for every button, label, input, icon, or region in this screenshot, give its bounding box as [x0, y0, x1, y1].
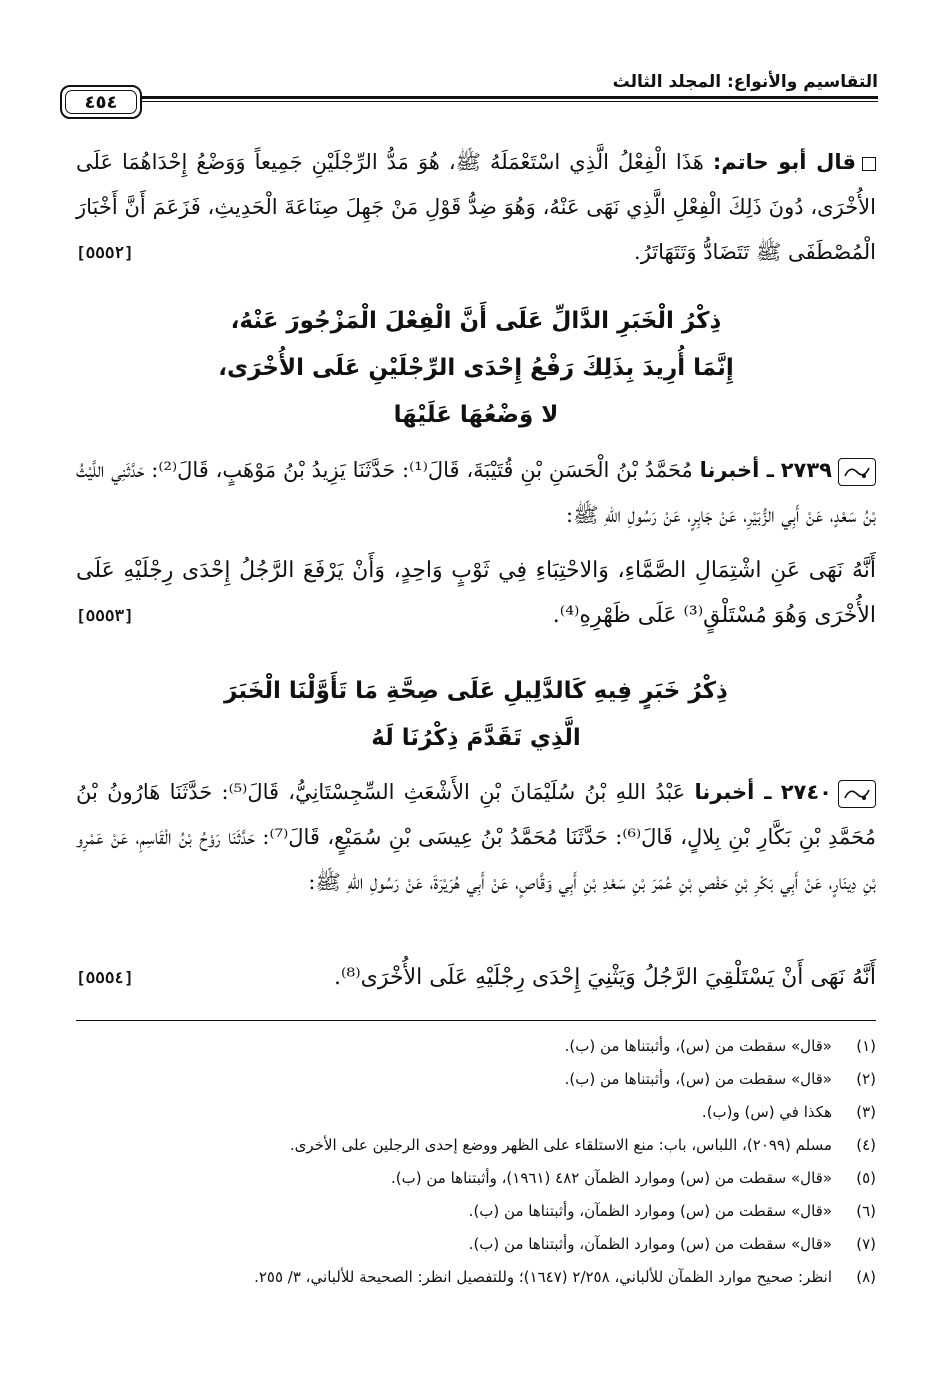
hadith-isnad: [76, 448, 876, 538]
speaker-label: قال أبو حاتم:: [712, 150, 856, 174]
footnote-number: (٢): [856, 1070, 876, 1088]
heading-line: ذِكْرُ خَبَرٍ فِيهِ كَالدَّلِيلِ عَلَى صِحَّةِ مَا تَأَوَّلْنَا الْخَبَرَ: [224, 678, 728, 704]
section-heading: [76, 298, 876, 439]
heading-line: لا وَضْعُهَا عَلَيْهَا: [393, 402, 559, 428]
footnote-text: انظر: صحيح موارد الظمآن للألباني، ٢/٢٥٨ (١٦٤٧)؛ وللتفصيل انظر: الصحيحة للألباني، ٣/ ٢٥٥.: [254, 1268, 832, 1286]
commentary-text: هَذَا الْفِعْلُ الَّذِي اسْتَعْمَلَهُ ﷺ، هُوَ مَدُّ الرِّجْلَيْنِ جَمِيعاً وَوَضْعُ إِحْدَاهُمَا عَلَى الأُخْرَى، دُونَ ذَلِكَ الْفِعْلِ الَّذِي نَهَى عَنْهُ، وَهُوَ ضِدُّ قَوْلِ مَنْ جَهِلَ صِنَاعَةَ الْحَدِيثِ، فَزَعَمَ أَنَّ أَخْبَارَ الْمُصْطَفَى ﷺ تَتَضَادُّ وَتَتَهَاتَرُ.: [76, 150, 876, 264]
footnote-number: (٤): [856, 1136, 876, 1154]
footnote: [76, 1129, 876, 1162]
footnote: [76, 1096, 876, 1129]
reference-number: [٥٥٥٢]: [76, 243, 134, 262]
hadith-matn: [76, 548, 876, 638]
isnad-text: مُحَمَّدُ بْنُ الْحَسَنِ بْنِ قُتَيْبَةَ، قَالَ⁽¹⁾: حَدَّثَنَا يَزِيدُ بْنُ مَوْهَبٍ، قَالَ⁽²⁾: حَدَّثَنِي اللَّيْثُ بْنُ سَعْدٍ، عَنْ أَبِي الزُّبَيْرِ، عَنْ جَابِرٍ، عَنْ رَسُولِ اللهِ ﷺ:: [76, 458, 876, 527]
footnote-number: (٣): [856, 1103, 876, 1121]
page-header: [60, 70, 878, 122]
running-title: التقاسيم والأنواع: المجلد الثالث: [612, 72, 878, 92]
footnote: [76, 1030, 876, 1063]
commentary-paragraph: [76, 140, 876, 275]
hadith-seal-icon: [838, 780, 876, 808]
reference-number: [٥٥٥٤]: [76, 968, 134, 987]
footnote-text: «قال» سقطت من (س)، وأثبتناها من (ب).: [564, 1037, 832, 1055]
footnote-number: (١): [856, 1037, 876, 1055]
footnote-number: (٧): [856, 1235, 876, 1253]
heading-line: الَّذِي تَقَدَّمَ ذِكْرُنَا لَهُ: [371, 725, 581, 751]
footnote: [76, 1063, 876, 1096]
header-rule-thin: [60, 101, 878, 102]
square-bullet-icon: [862, 157, 876, 171]
hadith-number: ٢٧٣٩: [780, 458, 832, 482]
section-heading: [76, 668, 876, 762]
matn-text: أَنَّهُ نَهَى عَنِ اشْتِمَالِ الصَّمَّاءِ، وَالاحْتِبَاءِ فِي ثَوْبٍ وَاحِدٍ، وَأَنْ يَرْفَعَ الرَّجُلُ إِحْدَى رِجْلَيْهِ عَلَى الأُخْرَى وَهُوَ مُسْتَلْقٍ⁽³⁾ عَلَى ظَهْرِهِ⁽⁴⁾.: [76, 558, 876, 628]
heading-line: ذِكْرُ الْخَبَرِ الدَّالِّ عَلَى أَنَّ الْفِعْلَ الْمَزْجُورَ عَنْهُ،: [230, 308, 722, 334]
footnote-text: «قال» سقطت من (س) وموارد الظمآن، وأثبتناها من (ب).: [468, 1202, 832, 1220]
reference-number: [٥٥٥٣]: [76, 606, 134, 625]
footnote-number: (٦): [856, 1202, 876, 1220]
footnotes: [76, 1030, 876, 1294]
isnad-text: عَبْدُ اللهِ بْنُ سُلَيْمَانَ بْنِ الأَشْعَثِ السِّجِسْتَانِيُّ، قَالَ⁽⁵⁾: حَدَّثَنَا هَارُونُ بْنُ مُحَمَّدِ بْنِ بَكَّارِ بْنِ بِلالٍ، قَالَ⁽⁶⁾: حَدَّثَنَا مُحَمَّدُ بْنُ عِيسَى بْنِ سُمَيْعٍ، قَالَ⁽⁷⁾: حَدَّثَنَا رَوْحُ بْنُ الْقَاسِمِ، عَنْ عَمْرِو بْنِ دِينَارٍ، عَنْ أَبِي بَكْرِ بْنِ حَفْصِ بْنِ عُمَرَ بْنِ سَعْدِ بْنِ أَبِي وَقَّاصٍ، عَنْ أَبِي هُرَيْرَةَ، عَنْ رَسُولِ اللهِ ﷺ:: [76, 780, 876, 894]
footnote: [76, 1228, 876, 1261]
footnote-number: (٥): [856, 1169, 876, 1187]
footnote-text: مسلم (٢٠٩٩)، اللباس، باب: منع الاستلقاء على الظهر ووضع إحدى الرجلين على الأخرى.: [289, 1136, 832, 1154]
akhbarana-label: ـ أخبرنا: [699, 458, 774, 482]
footnote: [76, 1261, 876, 1294]
hadith-number: ٢٧٤٠: [780, 780, 832, 804]
footnote-separator: [76, 1020, 876, 1021]
footnote-number: (٨): [856, 1268, 876, 1286]
footnote-text: «قال» سقطت من (س) وموارد الظمآن ٤٨٢ (١٩٦١)، وأثبتناها من (ب).: [391, 1169, 832, 1187]
akhbarana-label: ـ أخبرنا: [694, 780, 772, 804]
footnote: [76, 1162, 876, 1195]
matn-text: أَنَّهُ نَهَى أَنْ يَسْتَلْقِيَ الرَّجُلُ وَيَثْنِيَ إِحْدَى رِجْلَيْهِ عَلَى الأُخْرَى⁽⁸⁾.: [334, 965, 876, 990]
hadith-isnad: [76, 770, 876, 905]
footnote: [76, 1195, 876, 1228]
footnote-text: «قال» سقطت من (س) وموارد الظمآن، وأثبتناها من (ب).: [468, 1235, 832, 1253]
hadith-seal-icon: [838, 458, 876, 486]
header-rule: [60, 96, 878, 99]
hadith-matn: [76, 955, 876, 1000]
footnote-text: هكذا في (س) و(ب).: [701, 1103, 832, 1121]
heading-line: إِنَّمَا أُرِيدَ بِذَلِكَ رَفْعُ إِحْدَى الرِّجْلَيْنِ عَلَى الأُخْرَى،: [218, 355, 734, 381]
page-number: ٤٥٤: [60, 85, 142, 119]
footnote-text: «قال» سقطت من (س)، وأثبتناها من (ب).: [564, 1070, 832, 1088]
